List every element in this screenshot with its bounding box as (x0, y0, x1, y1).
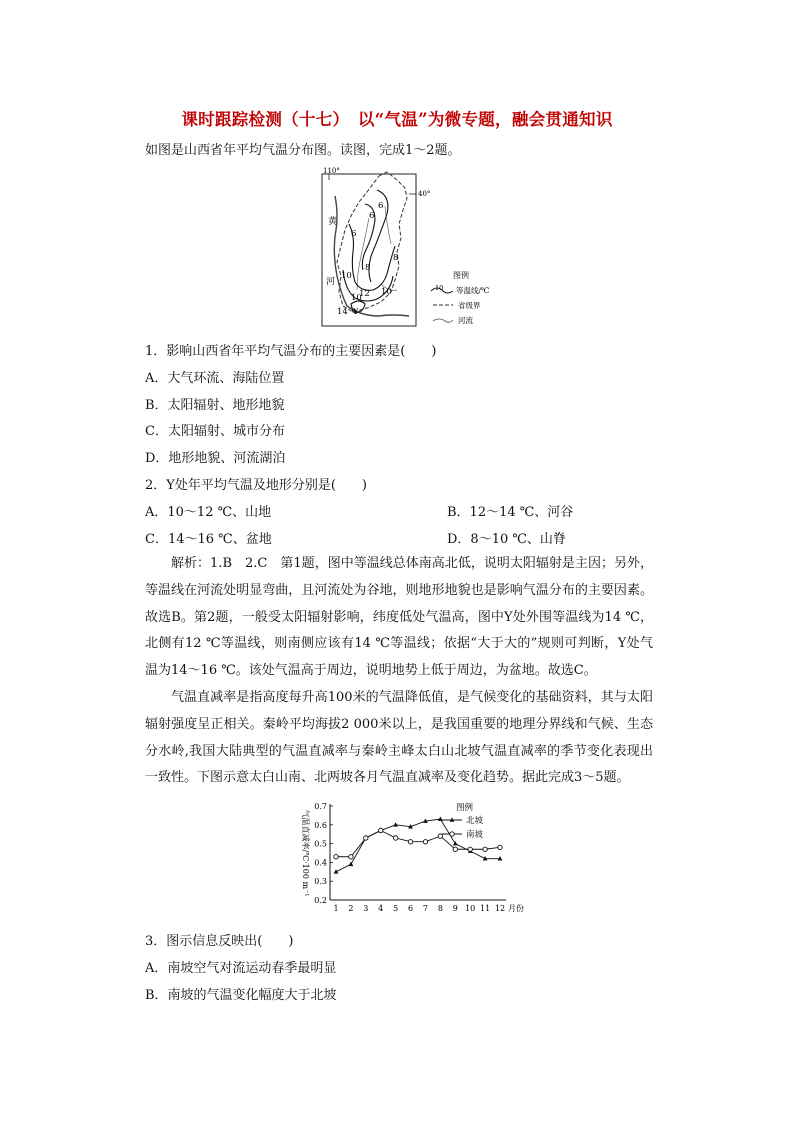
isotherm-label: 10 (351, 293, 362, 303)
y-tick-label: 0.5 (314, 839, 327, 849)
y-tick-label: 0.6 (314, 820, 327, 830)
data-point-south (334, 855, 338, 859)
legend-title: 图例 (456, 803, 474, 813)
x-tick-label: 5 (393, 904, 399, 913)
x-tick-label: 8 (437, 904, 443, 913)
chart-legend (442, 802, 484, 840)
question-1-stem: 1．影响山西省年平均气温分布的主要因素是( ) (145, 344, 437, 359)
x-tick-label: 9 (452, 904, 458, 913)
passage-paragraph: 气温直减率是指高度每升高100米的气温降低值，是气候变化的基础资料，其与太阳辐射强度呈正相关。秦岭平均海拔2 000米以上，是我国重要的地理分界线和气候、生态分水岭,我国大陆典型的气温直减率与秦岭主峰太白山北坡气温直减率的季节变化表现出一致性。下图示意太白山南、北两坡各月气温直减率及变化趋势。据此完成3～5题。 (145, 690, 653, 786)
question-1-option-c: C．太阳辐射、城市分布 (145, 424, 285, 439)
isotherm-label: 14 (337, 307, 348, 317)
legend-label: 南坡 (466, 830, 484, 840)
legend-boundary: 省级界 (458, 301, 481, 310)
map-frame (322, 174, 416, 326)
data-point-south (349, 855, 353, 859)
question-2-option-a: A．10～12 ℃、山地 (145, 505, 272, 520)
x-axis-unit: 月份 (508, 904, 524, 913)
isotherm-label: 10 (341, 271, 352, 281)
question-2-option-b: B．12～14 ℃、河谷 (447, 505, 574, 520)
lapse-rate-chart (292, 798, 532, 918)
map-lon-label: 110° (323, 167, 340, 175)
x-tick-label: 1 (333, 904, 339, 913)
data-point-south (438, 834, 442, 838)
shanxi-temperature-map (321, 166, 490, 328)
data-point-south (364, 836, 368, 840)
legend-isotherm-example: 10 (435, 284, 444, 292)
river-name: 河 (326, 277, 336, 287)
isotherm-label: 6 (369, 211, 375, 221)
data-point-north (393, 822, 398, 826)
question-3-option-b: B．南坡的气温变化幅度大于北坡 (145, 988, 337, 1003)
map-point-y: Y (353, 307, 358, 316)
isotherm-label: 6 (351, 229, 357, 239)
question-3-option-a: A．南坡空气对流运动春季最明显 (145, 961, 337, 976)
data-point-north (349, 862, 354, 866)
x-tick-label: 10 (465, 904, 476, 913)
legend-river: 河流 (458, 316, 473, 325)
y-tick-label: 0.4 (314, 858, 327, 868)
series-line (336, 819, 500, 872)
x-tick-label: 12 (494, 904, 506, 913)
isotherm-label: 10 (381, 287, 392, 297)
data-point-south (468, 847, 472, 851)
x-tick-label: 7 (422, 904, 429, 913)
isotherm-label: 6 (378, 201, 384, 211)
data-point-south (423, 840, 427, 844)
river-name: 黄 (328, 217, 338, 227)
question-2-option-c: C．14～16 ℃、盆地 (145, 532, 272, 547)
isotherm-label: 8 (365, 263, 371, 273)
map-legend (431, 270, 489, 325)
map-lat-label: 40° (418, 190, 431, 198)
legend-title: 图例 (453, 271, 469, 280)
isotherm-label: 12 (359, 289, 370, 299)
data-point-south (498, 845, 502, 849)
legend-label: 北坡 (466, 816, 484, 826)
fen-river (357, 218, 369, 290)
question-1-option-b: B．太阳辐射、地形地貌 (145, 398, 285, 413)
data-point-south (483, 847, 487, 851)
question-2-stem: 2．Y处年平均气温及地形分别是( ) (145, 478, 367, 493)
legend-marker (450, 832, 454, 836)
legend-isotherm: 等温线/℃ (456, 286, 490, 295)
y-tick-label: 0.2 (314, 896, 327, 905)
data-point-south (379, 828, 383, 832)
province-boundary (337, 172, 407, 312)
question-3-stem: 3．图示信息反映出( ) (145, 934, 294, 949)
x-tick-label: 4 (378, 904, 384, 913)
question-2-option-d: D．8～10 ℃、山脊 (447, 532, 566, 547)
data-point-south (453, 847, 457, 851)
isotherm-label: 8 (393, 253, 399, 263)
y-axis-label: 气温直减率/℃·100 m⁻¹ (301, 809, 310, 897)
x-tick-label: 11 (479, 904, 491, 913)
x-tick-label: 6 (407, 904, 414, 913)
analysis-paragraph: 解析：1.B 2.C 第1题，图中等温线总体南高北低，说明太阳辐射是主因；另外，等温线在河流处明显弯曲，且河流处为谷地，则地形地貌也是影响气温分布的主要因素。故选B。第2题，一般受太阳辐射影响，纬度低处气温高，图中Y处外围等温线为14 ℃，北侧有12 ℃等温线，则南侧应该有14 ℃等温线；依据“大于大的”规则可判断，Y处气温为14～16 ℃。该处气温高于周边，说明地势上低于周边，为盆地。故选C。 (145, 556, 653, 679)
x-tick-label: 2 (348, 904, 354, 913)
intro-text: 如图是山西省年平均气温分布图。读图，完成1～2题。 (145, 143, 461, 158)
data-point-south (393, 836, 397, 840)
y-tick-label: 0.7 (314, 802, 327, 811)
data-point-south (408, 840, 412, 844)
question-1-option-a: A．大气环流、海陆位置 (145, 371, 285, 386)
question-1-option-d: D．地形地貌、河流湖泊 (145, 451, 286, 466)
x-tick-label: 3 (363, 904, 369, 913)
y-tick-label: 0.3 (314, 877, 327, 887)
page-title: 课时跟踪检测（十七） 以“气温”为微专题，融会贯通知识 (181, 110, 613, 129)
